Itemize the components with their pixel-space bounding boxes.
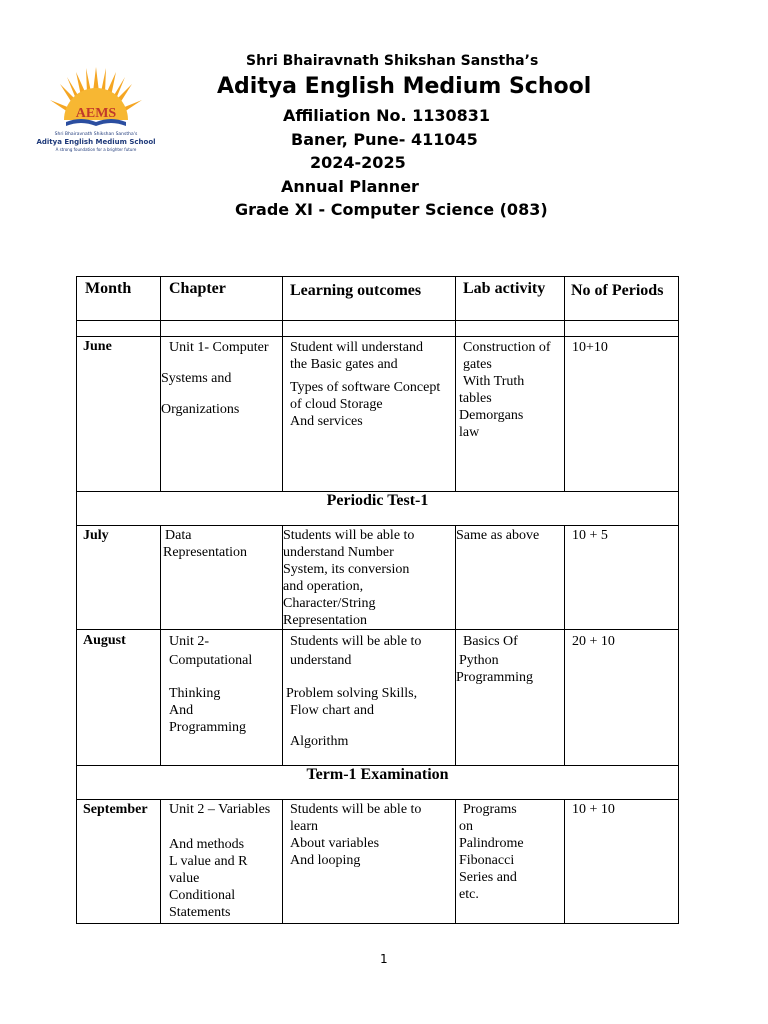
table-row <box>77 800 679 924</box>
chapter-line: Data <box>165 528 192 543</box>
lab-line: With Truth <box>463 374 525 389</box>
lab-line: gates <box>463 357 492 372</box>
planner-title: Annual Planner <box>281 177 419 196</box>
chapter-line: L value and R <box>169 854 248 869</box>
chapter-line: Thinking <box>169 686 221 701</box>
lab-line: Palindrome <box>459 836 524 851</box>
lab-line: law <box>459 425 480 440</box>
page-number: 1 <box>380 952 388 966</box>
outcome-line: Student will understand <box>290 340 423 355</box>
outcome-line: Algorithm <box>290 734 349 749</box>
lab-line: Programming <box>456 670 533 685</box>
lab-line: tables <box>459 391 492 406</box>
outcome-line: System, its conversion <box>283 562 410 577</box>
lab-line: on <box>459 819 473 834</box>
header-lab-activity: Lab activity <box>456 277 565 321</box>
chapter-line: value <box>169 871 200 886</box>
grade-subject: Grade XI - Computer Science (083) <box>235 200 548 219</box>
periods-cell: 10+10 <box>572 340 608 355</box>
school-name: Aditya English Medium School <box>217 74 592 99</box>
outcome-line: And looping <box>290 853 361 868</box>
periods-cell: 20 + 10 <box>572 634 615 649</box>
outcome-line: learn <box>290 819 318 834</box>
outcome-line: Students will be able to <box>290 634 422 649</box>
chapter-line: Statements <box>169 905 231 920</box>
chapter-line: Programming <box>169 720 246 735</box>
outcome-line: understand <box>290 653 352 668</box>
sanstha-name: Shri Bhairavnath Shikshan Sanstha’s <box>246 53 539 69</box>
outcome-line: Flow chart and <box>290 703 374 718</box>
outcome-line: Types of software Concept <box>290 380 441 395</box>
chapter-line: And methods <box>169 837 245 852</box>
month-cell: August <box>83 633 126 648</box>
school-logo <box>36 62 156 162</box>
periods-cell: 10 + 5 <box>572 528 608 543</box>
chapter-line: Unit 2- <box>169 634 210 649</box>
chapter-line: Unit 1- Computer <box>169 340 269 355</box>
table-row <box>77 630 679 766</box>
table-row <box>77 526 679 630</box>
outcome-line: and operation, <box>283 579 364 594</box>
table-row <box>77 337 679 492</box>
chapter-line: Unit 2 – Variables <box>169 802 271 817</box>
outcome-line: Character/String <box>283 596 376 611</box>
outcome-line: Problem solving Skills, <box>286 686 418 701</box>
lab-line: Fibonacci <box>459 853 515 868</box>
outcome-line: Representation <box>283 613 367 628</box>
chapter-line: Organizations <box>161 402 240 417</box>
school-address: Baner, Pune- 411045 <box>291 130 478 149</box>
lab-line: Series and <box>459 870 517 885</box>
lab-line: Python <box>459 653 499 668</box>
lab-line: Same as above <box>456 528 540 543</box>
affiliation-number: Affiliation No. 1130831 <box>283 106 491 125</box>
header-chapter: Chapter <box>161 277 283 321</box>
periods-cell: 10 + 10 <box>572 802 615 817</box>
outcome-line: Students will be able to <box>283 528 415 543</box>
header-learning-outcomes: Learning outcomes <box>283 277 456 321</box>
outcome-line: And services <box>290 414 363 429</box>
logo-tagline: A strong foundation for a brighter future <box>55 147 137 152</box>
section-row <box>77 492 679 526</box>
outcome-line: of cloud Storage <box>290 397 383 412</box>
chapter-line: Conditional <box>169 888 236 903</box>
chapter-line: Representation <box>163 545 247 560</box>
lab-line: etc. <box>459 887 479 902</box>
table-header-row <box>77 277 679 321</box>
annual-planner-table <box>76 276 679 924</box>
spacer-row <box>77 321 679 337</box>
lab-line: Basics Of <box>463 634 518 649</box>
header-periods: No of Periods <box>565 277 679 321</box>
logo-school-name: Aditya English Medium School <box>36 138 156 146</box>
lab-line: Programs <box>463 802 517 817</box>
lab-line: Construction of <box>463 340 551 355</box>
outcome-line: the Basic gates and <box>290 357 398 372</box>
chapter-line: Systems and <box>161 371 232 386</box>
logo-sanstha-text: Shri Bhairavnath Shikshan Sanstha's <box>54 132 138 137</box>
chapter-line: And <box>169 703 194 718</box>
header-month: Month <box>77 277 161 321</box>
chapter-line: Computational <box>169 653 253 668</box>
section-row <box>77 766 679 800</box>
outcome-line: Students will be able to <box>290 802 422 817</box>
section-title: Periodic Test-1 <box>77 492 679 526</box>
month-cell: July <box>83 528 109 543</box>
month-cell: June <box>83 339 112 354</box>
outcome-line: understand Number <box>283 545 394 560</box>
academic-year: 2024-2025 <box>310 153 406 172</box>
logo-initials: AEMS <box>75 106 117 121</box>
section-title: Term-1 Examination <box>77 766 679 800</box>
outcome-line: About variables <box>290 836 380 851</box>
month-cell: September <box>83 802 148 817</box>
lab-line: Demorgans <box>459 408 524 423</box>
